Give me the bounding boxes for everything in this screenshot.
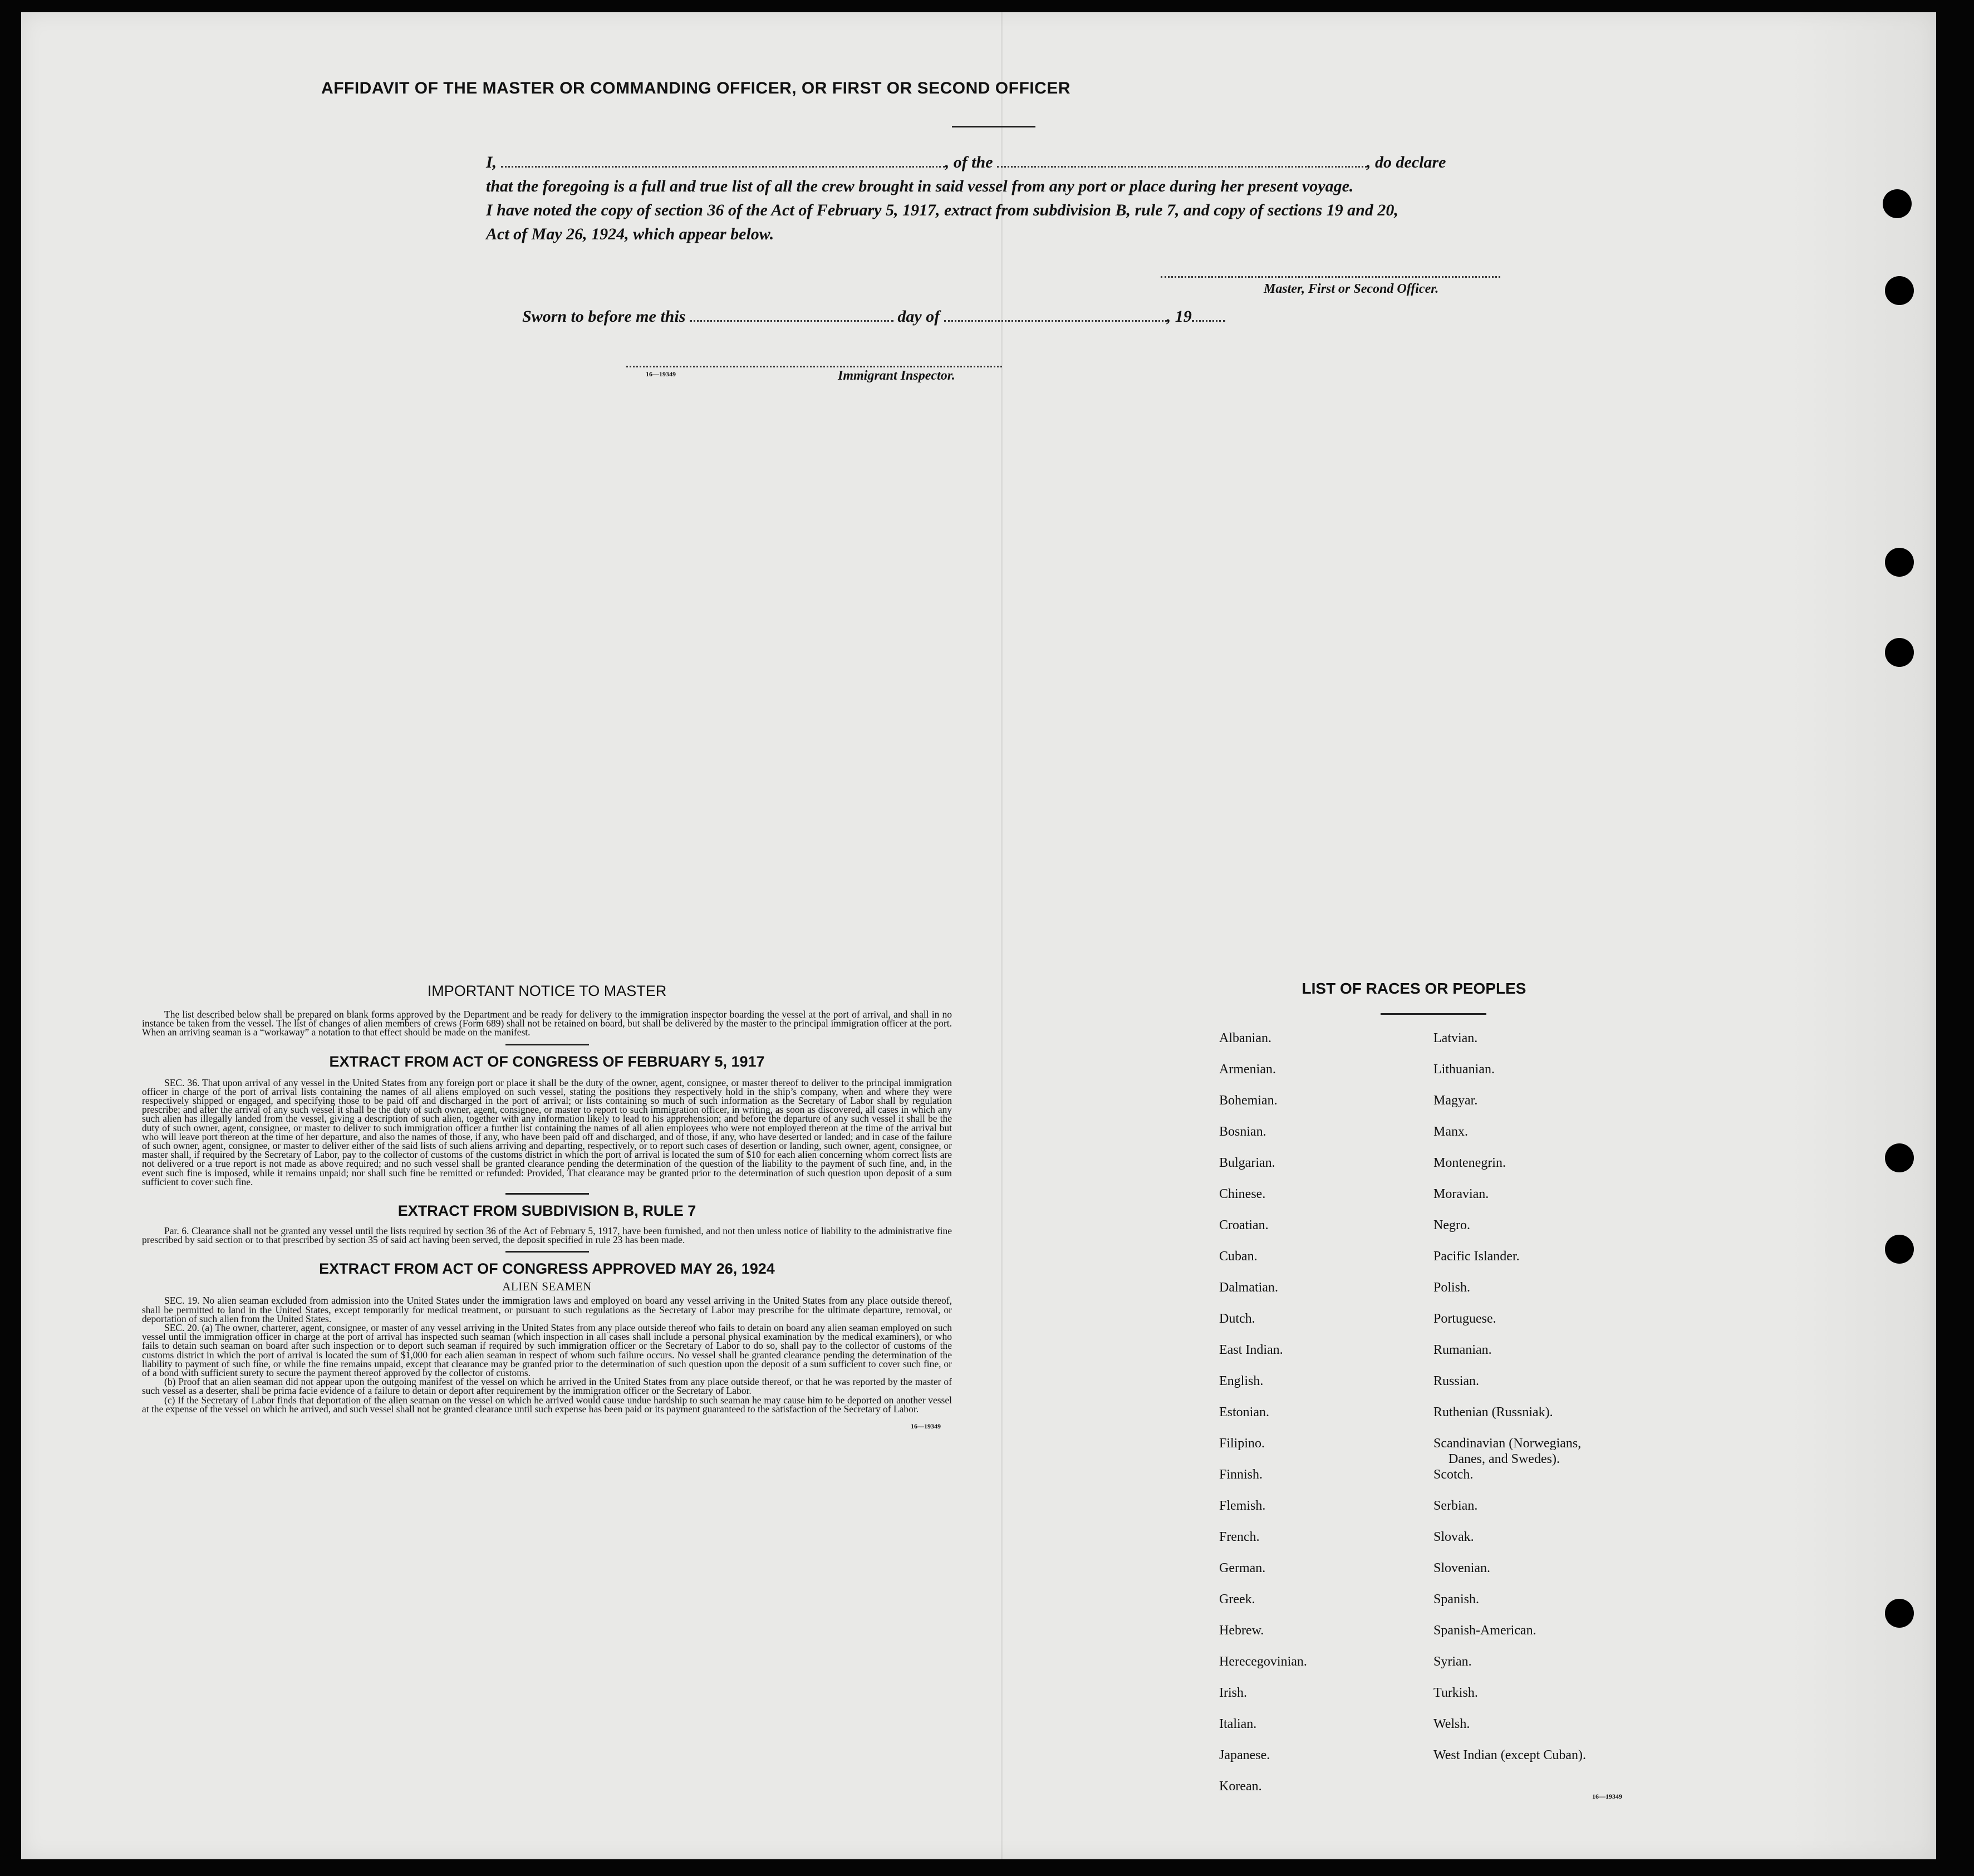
sec-36-text: SEC. 36. That upon arrival of any vessel in the United States from any foreign port or place it shall be the duty of the owner, agent, consignee, or master thereof to deliver to the principal immigration officer in charge of the port of arrival lists containing the names of all aliens employed on such vessel, stating the positions they respectively hold in the ship’s company, when and where they were respectively shipped or engaged, and specifying those to be paid off and discharged in the port of arrival; or lists containing so much of such information as the Secretary of Labor shall by regulation prescribe; and after the arrival of any such vessel it shall be the duty of such owner, agent, consignee, or master to report to such immigration officer, in writing, as soon as discovered, all cases in which any such alien has illegally landed from the vessel, giving a description of such alien, together with any information likely to lead to his apprehension; and before the departure of any such vessel it shall be the duty of such owner, agent, consignee, or master to deliver to such immigration officer a further list containing the names of all alien employees who were not employed thereon at the time of the arrival but who will leave port thereon at the time of her departure, and also the names of those, if any, who have been paid off and discharged, and of those, if any, who have deserted or landed; and in case of the failure of such owner, agent, consignee, or master to deliver either of the said lists of such aliens arriving and departing, respectively, or to report such cases of desertion or landing, such owner, agent, consignee, or master shall, if required by the Secretary of Labor, pay to the collector of customs of the customs district in which the port of arrival is located the sum of $10 for each alien concerning whom correct lists are not delivered or a true report is not made as above required; and no such vessel shall be granted clearance pending the determination of the question of the liability to the payment of such fine, and, in the event such fine is imposed, while it remains unpaid; nor shall such fine be remitted or refunded: Provided, That clearance may be granted prior to the determination of such question upon deposit of a sum sufficient to cover such fine. [142, 1077, 952, 1187]
race-item: Bosnian. [1219, 1124, 1266, 1139]
race-item: English. [1219, 1374, 1264, 1388]
race-item: Japanese. [1219, 1748, 1270, 1762]
sworn-month-field[interactable] [944, 308, 1167, 322]
title-rule [952, 126, 1035, 127]
par-6-text: Par. 6. Clearance shall not be granted any vessel until the lists required by section 36 of the Act of February 5, 1917, have been furnished, and not then unless notice of liability to the administrative fine prescribed by said section or to that prescribed by section 35 of said act having been served, the deposit specified in rule 23 has been made. [142, 1225, 952, 1246]
alien-seamen-subtitle: ALIEN SEAMEN [502, 1280, 592, 1294]
sec-19-body [142, 1296, 952, 1323]
race-item: Chinese. [1219, 1187, 1266, 1201]
race-item: Scotch. [1433, 1467, 1474, 1482]
notice-title: IMPORTANT NOTICE TO MASTER [427, 983, 667, 999]
race-item: Hebrew. [1219, 1623, 1264, 1638]
inspector-label: Immigrant Inspector. [838, 369, 955, 383]
notice-text: The list described below shall be prepared on blank forms approved by the Department and be ready for delivery to the immigration inspector boarding the vessel at the port of arrival, and shall in no instance be taken from the vessel. The list of changes of alien members of crews (Form 689) shall not be retained on board, but shall be delivered by the master to the principal immigration officer at the port. When an arriving seaman is a “workaway” a notation to that effect should be made on the manifest. [142, 1009, 952, 1038]
section-rule [505, 1251, 589, 1253]
name-field[interactable] [501, 154, 945, 168]
sworn-year-field[interactable] [1192, 308, 1225, 322]
race-item: Moravian. [1433, 1187, 1489, 1201]
notice-body [142, 1010, 952, 1037]
punch-hole-icon [1885, 1143, 1914, 1172]
affidavit-line-4: Act of May 26, 1924, which appear below. [486, 225, 774, 243]
extract-rule7-body [142, 1226, 952, 1244]
extract-1924-title: EXTRACT FROM ACT OF CONGRESS APPROVED MAY 26, 1924 [319, 1260, 775, 1278]
master-signature-label: Master, First or Second Officer. [1264, 282, 1439, 296]
punch-hole-icon [1885, 1599, 1914, 1628]
race-item: Ruthenian (Russniak). [1433, 1405, 1553, 1420]
race-item: Syrian. [1433, 1654, 1472, 1669]
affidavit-line-2: that the foregoing is a full and true list of all the crew brought in said vessel from any port or place during her present voyage. [486, 177, 1354, 195]
race-item: Slovak. [1433, 1530, 1474, 1544]
sec-20a-text: SEC. 20. (a) The owner, charterer, agent, consignee, or master of any vessel arriving in the United States from any place outside thereof who fails to detain on board any alien seaman employed on such vessel until the immigration officer in charge at the port of arrival has inspected such seaman (which inspection in all cases shall include a personal physical examination by the medical examiners), or who fails to detain such seaman on board after such inspection or to deport such seaman if required by such immigration officer or the Secretary of Labor to do so, shall pay to the collector of customs of the customs district in which the port of arrival is located the sum of $1,000 for each alien seaman in respect of whom such failure occurs. No vessel shall be granted clearance pending the determination of the liability to payment of such fine, or while the fine remains unpaid, except that clearance may be granted prior to the determination of such question upon the deposit of a sum sufficient to cover such fine, or of a bond with sufficient surety to secure the payment thereof approved by the collector of customs. [142, 1322, 952, 1379]
race-item: Estonian. [1219, 1405, 1269, 1420]
sworn-text: Sworn to before me this [522, 307, 686, 326]
of-the-text: , of the [945, 153, 993, 171]
section-rule [505, 1044, 589, 1045]
race-item: Bohemian. [1219, 1093, 1278, 1108]
sworn-day-field[interactable] [690, 308, 893, 322]
race-item: Portuguese. [1433, 1312, 1496, 1326]
year-prefix-text: , 19 [1166, 307, 1192, 326]
i-text: I, [486, 153, 497, 171]
title-rule [1381, 1013, 1486, 1015]
inspector-signature-line[interactable] [626, 366, 1002, 367]
section-rule [505, 1193, 589, 1195]
punch-hole-icon [1885, 1235, 1914, 1264]
form-number: 16—19349 [1592, 1792, 1622, 1800]
page-fold [1001, 12, 1003, 1859]
race-item: Finnish. [1219, 1467, 1263, 1482]
race-item: Korean. [1219, 1779, 1262, 1794]
sec-20c-text: (c) If the Secretary of Labor finds that deportation of the alien seaman on the vessel on which he arrived would cause undue hardship to such seaman he may cause him to be deported on another vessel at the expense of the vessel on which he arrived, and such vessel shall not be granted clearance until such expense has been paid or its payment guaranteed to the satisfaction of the Secretary of Labor. [142, 1394, 952, 1415]
master-signature-line[interactable] [1161, 276, 1500, 278]
punch-hole-icon [1883, 189, 1912, 218]
extract-1917-title: EXTRACT FROM ACT OF CONGRESS OF FEBRUARY 5, 1917 [329, 1053, 765, 1070]
race-item: Filipino. [1219, 1436, 1265, 1451]
sec-20b-text: (b) Proof that an alien seaman did not appear upon the outgoing manifest of the vessel on which he arrived in the United States from any place outside thereof, or that he was reported by the master of such vessel as a deserter, shall be prima facie evidence of a failure to detain or deport after requirement by the immigration officer or the Secretary of Labor. [142, 1376, 952, 1397]
race-item: Slovenian. [1433, 1561, 1490, 1575]
race-item: Russian. [1433, 1374, 1480, 1388]
notices-column [142, 983, 952, 1431]
sec-20c-body [142, 1396, 952, 1413]
races-title: LIST OF RACES OR PEOPLES [1302, 980, 1526, 997]
race-item: East Indian. [1219, 1343, 1283, 1357]
form-number: 16—19349 [646, 370, 676, 378]
affidavit-title: AFFIDAVIT OF THE MASTER OR COMMANDING OFFICER, OR FIRST OR SECOND OFFICER [321, 79, 1071, 97]
race-item: Negro. [1433, 1218, 1470, 1232]
sec-19-text: SEC. 19. No alien seaman excluded from admission into the United States under the immigration laws and employed on board any vessel arriving in the United States from any place outside thereof, shall be permitted to land in the United States, except temporarily for medical treatment, or pursuant to such regulations as the Secretary of Labor may prescribe for the ultimate departure, removal, or deportation of such alien from the United States. [142, 1295, 952, 1324]
race-item: Montenegrin. [1433, 1156, 1506, 1170]
race-item: French. [1219, 1530, 1260, 1544]
race-item: Latvian. [1433, 1031, 1478, 1045]
race-item: Spanish-American. [1433, 1623, 1536, 1638]
sworn-line [522, 307, 1225, 326]
race-item: Polish. [1433, 1280, 1471, 1295]
race-item: Bulgarian. [1219, 1156, 1275, 1170]
race-item: Welsh. [1433, 1717, 1470, 1731]
race-item: Scandinavian (Norwegians, [1433, 1436, 1582, 1451]
race-item: Albanian. [1219, 1031, 1271, 1045]
race-item: Dutch. [1219, 1312, 1255, 1326]
race-item: Irish. [1219, 1686, 1247, 1700]
race-item: German. [1219, 1561, 1266, 1575]
race-item: Flemish. [1219, 1499, 1266, 1513]
punch-hole-icon [1885, 638, 1914, 667]
race-item: Lithuanian. [1433, 1062, 1495, 1077]
race-item: Italian. [1219, 1717, 1257, 1731]
affidavit-line-1 [486, 153, 1446, 172]
form-page [21, 12, 1936, 1859]
race-item: Spanish. [1433, 1592, 1480, 1607]
extract-1917-body [142, 1078, 952, 1186]
extract-rule7-title: EXTRACT FROM SUBDIVISION B, RULE 7 [397, 1202, 696, 1220]
race-item: Danes, and Swedes). [1448, 1452, 1560, 1466]
vessel-field[interactable] [997, 154, 1367, 168]
race-item: Dalmatian. [1219, 1280, 1278, 1295]
race-item: West Indian (except Cuban). [1433, 1748, 1586, 1762]
day-of-text: day of [897, 307, 940, 326]
sec-20b-body [142, 1377, 952, 1395]
race-item: Cuban. [1219, 1249, 1258, 1264]
do-declare-text: , do declare [1367, 153, 1446, 171]
race-item: Manx. [1433, 1124, 1468, 1139]
race-item: Herecegovinian. [1219, 1654, 1307, 1669]
race-item: Greek. [1219, 1592, 1255, 1607]
race-item: Magyar. [1433, 1093, 1478, 1108]
punch-hole-icon [1885, 276, 1914, 305]
punch-hole-icon [1885, 548, 1914, 577]
race-item: Pacific Islander. [1433, 1249, 1520, 1264]
race-item: Armenian. [1219, 1062, 1276, 1077]
sec-20a-body [142, 1323, 952, 1377]
race-item: Croatian. [1219, 1218, 1269, 1232]
affidavit-line-3: I have noted the copy of section 36 of the Act of February 5, 1917, extract from subdivision B, rule 7, and copy of sections 19 and 20, [486, 201, 1398, 219]
race-item: Rumanian. [1433, 1343, 1492, 1357]
form-number: 16—19349 [911, 1422, 941, 1431]
race-item: Serbian. [1433, 1499, 1478, 1513]
race-item: Turkish. [1433, 1686, 1478, 1700]
bleed-through-shading [1791, 12, 1936, 1859]
